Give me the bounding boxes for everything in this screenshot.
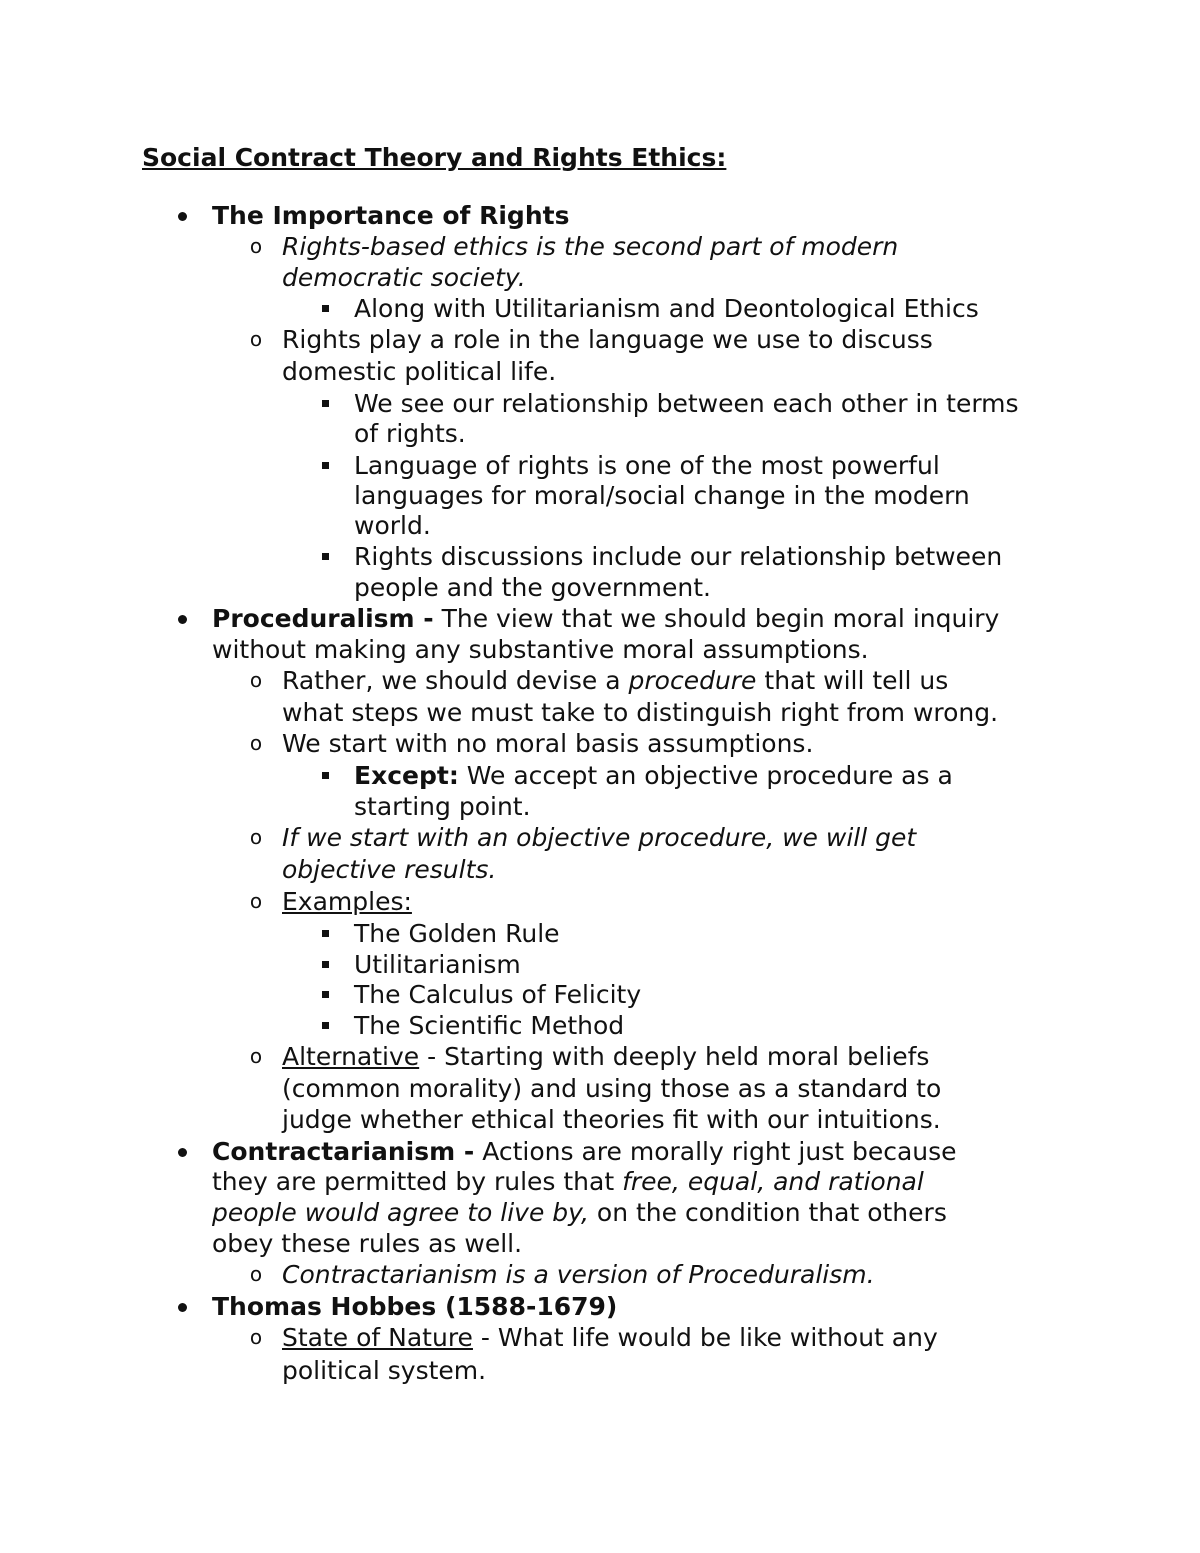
term-contractarianism: Contractarianism - <box>212 1137 475 1166</box>
list-item-continuation <box>354 572 711 603</box>
list-item-text: Rights discussions include our relationship between <box>354 542 1003 571</box>
list-item-text: Proceduralism - The view that we should begin moral inquiry <box>212 604 1000 633</box>
list-item-text: Rights play a role in the language we use to discuss <box>282 325 933 354</box>
list-item-continuation <box>282 1104 941 1135</box>
list-item-text: political system. <box>282 1356 487 1385</box>
list-item-text: obey these rules as well. <box>212 1229 523 1258</box>
bullet-circle-icon: o <box>249 1325 263 1349</box>
list-item-continuation <box>282 697 998 728</box>
list-item-text: judge whether ethical theories fit with our intuitions. <box>282 1105 941 1134</box>
list-item-text: people and the government. <box>354 573 711 602</box>
list-item-text: Contractarianism is a version of Proceduralism. <box>282 1260 875 1289</box>
bullet-circle-icon: o <box>249 234 263 258</box>
list-item-text: We see our relationship between each other in terms <box>354 389 1019 418</box>
list-item-text: Along with Utilitarianism and Deontological Ethics <box>354 294 979 323</box>
bullet-circle-icon: o <box>249 889 263 913</box>
list-item-text: world. <box>354 511 431 540</box>
list-item-text: domestic political life. <box>282 357 557 386</box>
list-item-text: people would agree to live by, on the condition that others <box>212 1198 947 1227</box>
bullet-circle-icon: o <box>249 731 263 755</box>
list-item-continuation <box>282 1073 941 1104</box>
list-item-text: Contractarianism - Actions are morally right just because <box>212 1137 957 1166</box>
list-item-text: The Calculus of Felicity <box>354 980 642 1009</box>
bullet-circle-icon: o <box>249 825 263 849</box>
list-item-text: of rights. <box>354 419 466 448</box>
bullet-circle-icon: o <box>249 1262 263 1286</box>
list-item-text: The Scientific Method <box>354 1011 625 1040</box>
examples-heading: Examples: <box>282 887 412 916</box>
bullet-circle-icon: o <box>249 668 263 692</box>
page-title: Social Contract Theory and Rights Ethics: <box>142 143 727 172</box>
list-item-text: The Golden Rule <box>354 919 560 948</box>
list-item-text: objective results. <box>282 855 497 884</box>
list-item-text: Rather, we should devise a procedure that will tell us <box>282 666 949 695</box>
list-item-continuation <box>212 1228 522 1259</box>
list-item-continuation <box>354 418 466 449</box>
list-item-continuation <box>212 634 869 665</box>
list-item-text: Alternative - Starting with deeply held moral beliefs <box>282 1042 930 1071</box>
list-item-text: what steps we must take to distinguish right from wrong. <box>282 698 999 727</box>
list-item-text: they are permitted by rules that free, equal, and rational <box>212 1167 924 1196</box>
list-item-text: (common morality) and using those as a standard to <box>282 1074 942 1103</box>
bullet-circle-icon: o <box>249 327 263 351</box>
list-item-continuation <box>354 791 531 822</box>
list-item-continuation <box>282 854 496 885</box>
list-item-text: Rights-based ethics is the second part of modern <box>282 232 899 261</box>
list-item-text: without making any substantive moral assumptions. <box>212 635 869 664</box>
bullet-circle-icon: o <box>249 1044 263 1068</box>
list-item-continuation <box>212 1166 924 1197</box>
heading-thomas-hobbes: Thomas Hobbes (1588-1679) <box>212 1292 618 1321</box>
list-item-text: Utilitarianism <box>354 950 521 979</box>
list-item-text: starting point. <box>354 792 531 821</box>
list-item-continuation <box>282 1355 486 1386</box>
list-item-text: democratic society. <box>282 263 526 292</box>
list-item-text: languages for moral/social change in the modern <box>354 481 970 510</box>
heading-importance-of-rights: The Importance of Rights <box>212 201 570 230</box>
list-item-continuation <box>354 480 970 511</box>
list-item-text: We start with no moral basis assumptions. <box>282 729 814 758</box>
list-item-text: Language of rights is one of the most powerful <box>354 451 940 480</box>
list-item-continuation <box>282 262 526 293</box>
list-item-continuation <box>282 356 556 387</box>
list-item-text: Except: We accept an objective procedure as a <box>354 761 953 790</box>
list-item-continuation <box>212 1197 947 1228</box>
list-item-text: State of Nature - What life would be like without any <box>282 1323 938 1352</box>
term-proceduralism: Proceduralism - <box>212 604 434 633</box>
list-item-continuation <box>354 510 431 541</box>
list-item-text: If we start with an objective procedure, we will get <box>282 823 917 852</box>
